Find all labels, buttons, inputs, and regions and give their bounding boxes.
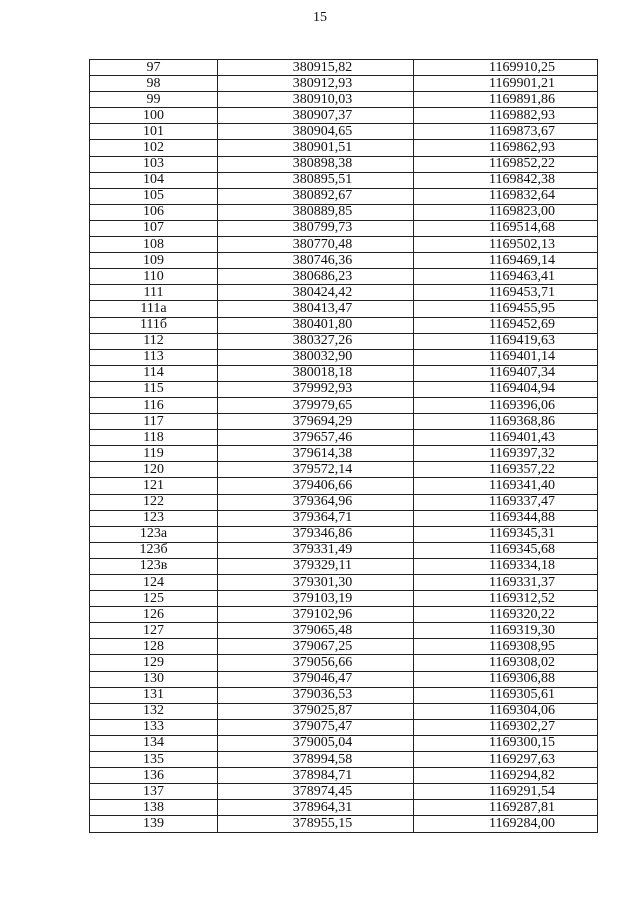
x-coordinate-cell: 380746,36 xyxy=(218,253,414,269)
y-coordinate-cell: 1169397,32 xyxy=(414,446,598,462)
table-row xyxy=(90,639,598,655)
x-coordinate-cell: 380770,48 xyxy=(218,237,414,253)
y-coordinate-cell: 1169463,41 xyxy=(414,269,598,285)
table-row xyxy=(90,687,598,703)
table-row xyxy=(90,430,598,446)
point-number-cell: 124 xyxy=(90,575,218,591)
point-number-cell: 123в xyxy=(90,558,218,574)
table-row xyxy=(90,462,598,478)
x-coordinate-cell: 380424,42 xyxy=(218,285,414,301)
table-row xyxy=(90,526,598,542)
table-row xyxy=(90,301,598,317)
x-coordinate-cell: 379036,53 xyxy=(218,687,414,703)
y-coordinate-cell: 1169331,37 xyxy=(414,575,598,591)
x-coordinate-cell: 379056,66 xyxy=(218,655,414,671)
y-coordinate-cell: 1169300,15 xyxy=(414,735,598,751)
x-coordinate-cell: 379067,25 xyxy=(218,639,414,655)
x-coordinate-cell: 380401,80 xyxy=(218,317,414,333)
y-coordinate-cell: 1169297,63 xyxy=(414,752,598,768)
y-coordinate-cell: 1169357,22 xyxy=(414,462,598,478)
x-coordinate-cell: 379301,30 xyxy=(218,575,414,591)
table-row xyxy=(90,253,598,269)
point-number-cell: 112 xyxy=(90,333,218,349)
y-coordinate-cell: 1169832,64 xyxy=(414,188,598,204)
x-coordinate-cell: 380895,51 xyxy=(218,172,414,188)
point-number-cell: 136 xyxy=(90,768,218,784)
y-coordinate-cell: 1169502,13 xyxy=(414,237,598,253)
point-number-cell: 115 xyxy=(90,381,218,397)
x-coordinate-cell: 379103,19 xyxy=(218,591,414,607)
point-number-cell: 98 xyxy=(90,76,218,92)
point-number-cell: 114 xyxy=(90,365,218,381)
point-number-cell: 133 xyxy=(90,719,218,735)
table-row xyxy=(90,237,598,253)
point-number-cell: 100 xyxy=(90,108,218,124)
table-row xyxy=(90,76,598,92)
table-row xyxy=(90,333,598,349)
y-coordinate-cell: 1169910,25 xyxy=(414,60,598,76)
x-coordinate-cell: 379329,11 xyxy=(218,558,414,574)
point-number-cell: 117 xyxy=(90,414,218,430)
x-coordinate-cell: 380327,26 xyxy=(218,333,414,349)
table-row xyxy=(90,542,598,558)
table-row xyxy=(90,575,598,591)
point-number-cell: 132 xyxy=(90,703,218,719)
x-coordinate-cell: 379346,86 xyxy=(218,526,414,542)
x-coordinate-cell: 378994,58 xyxy=(218,752,414,768)
table-row xyxy=(90,269,598,285)
y-coordinate-cell: 1169294,82 xyxy=(414,768,598,784)
y-coordinate-cell: 1169862,93 xyxy=(414,140,598,156)
x-coordinate-cell: 379102,96 xyxy=(218,607,414,623)
table-row xyxy=(90,365,598,381)
table-row xyxy=(90,607,598,623)
table-row xyxy=(90,172,598,188)
table-row xyxy=(90,800,598,816)
x-coordinate-cell: 379572,14 xyxy=(218,462,414,478)
table-row xyxy=(90,655,598,671)
point-number-cell: 122 xyxy=(90,494,218,510)
x-coordinate-cell: 379005,04 xyxy=(218,735,414,751)
point-number-cell: 123а xyxy=(90,526,218,542)
x-coordinate-cell: 379979,65 xyxy=(218,397,414,413)
x-coordinate-cell: 379046,47 xyxy=(218,671,414,687)
y-coordinate-cell: 1169453,71 xyxy=(414,285,598,301)
point-number-cell: 137 xyxy=(90,784,218,800)
y-coordinate-cell: 1169469,14 xyxy=(414,253,598,269)
y-coordinate-cell: 1169842,38 xyxy=(414,172,598,188)
point-number-cell: 123 xyxy=(90,510,218,526)
table-row xyxy=(90,220,598,236)
point-number-cell: 111а xyxy=(90,301,218,317)
y-coordinate-cell: 1169344,88 xyxy=(414,510,598,526)
table-row xyxy=(90,623,598,639)
x-coordinate-cell: 379992,93 xyxy=(218,381,414,397)
table-row xyxy=(90,156,598,172)
table-row xyxy=(90,591,598,607)
point-number-cell: 135 xyxy=(90,752,218,768)
point-number-cell: 129 xyxy=(90,655,218,671)
table-row xyxy=(90,92,598,108)
y-coordinate-cell: 1169287,81 xyxy=(414,800,598,816)
x-coordinate-cell: 380910,03 xyxy=(218,92,414,108)
table-row xyxy=(90,414,598,430)
y-coordinate-cell: 1169514,68 xyxy=(414,220,598,236)
table-row xyxy=(90,446,598,462)
y-coordinate-cell: 1169306,88 xyxy=(414,671,598,687)
table-row xyxy=(90,124,598,140)
table-row xyxy=(90,510,598,526)
y-coordinate-cell: 1169823,00 xyxy=(414,204,598,220)
x-coordinate-cell: 380889,85 xyxy=(218,204,414,220)
x-coordinate-cell: 380032,90 xyxy=(218,349,414,365)
table-row xyxy=(90,397,598,413)
table-row xyxy=(90,752,598,768)
point-number-cell: 111б xyxy=(90,317,218,333)
point-number-cell: 107 xyxy=(90,220,218,236)
x-coordinate-cell: 380018,18 xyxy=(218,365,414,381)
point-number-cell: 111 xyxy=(90,285,218,301)
x-coordinate-cell: 379657,46 xyxy=(218,430,414,446)
point-number-cell: 130 xyxy=(90,671,218,687)
table-row xyxy=(90,671,598,687)
point-number-cell: 125 xyxy=(90,591,218,607)
y-coordinate-cell: 1169882,93 xyxy=(414,108,598,124)
x-coordinate-cell: 380901,51 xyxy=(218,140,414,156)
point-number-cell: 123б xyxy=(90,542,218,558)
point-number-cell: 128 xyxy=(90,639,218,655)
y-coordinate-cell: 1169407,34 xyxy=(414,365,598,381)
y-coordinate-cell: 1169312,52 xyxy=(414,591,598,607)
x-coordinate-cell: 379075,47 xyxy=(218,719,414,735)
table-row xyxy=(90,188,598,204)
x-coordinate-cell: 380898,38 xyxy=(218,156,414,172)
y-coordinate-cell: 1169345,31 xyxy=(414,526,598,542)
point-number-cell: 116 xyxy=(90,397,218,413)
point-number-cell: 121 xyxy=(90,478,218,494)
table-row xyxy=(90,381,598,397)
x-coordinate-cell: 380799,73 xyxy=(218,220,414,236)
point-number-cell: 99 xyxy=(90,92,218,108)
table-row xyxy=(90,558,598,574)
table-row xyxy=(90,784,598,800)
point-number-cell: 109 xyxy=(90,253,218,269)
y-coordinate-cell: 1169368,86 xyxy=(414,414,598,430)
y-coordinate-cell: 1169337,47 xyxy=(414,494,598,510)
table-row xyxy=(90,285,598,301)
y-coordinate-cell: 1169401,43 xyxy=(414,430,598,446)
point-number-cell: 138 xyxy=(90,800,218,816)
point-number-cell: 97 xyxy=(90,60,218,76)
point-number-cell: 108 xyxy=(90,237,218,253)
x-coordinate-cell: 378984,71 xyxy=(218,768,414,784)
point-number-cell: 103 xyxy=(90,156,218,172)
table-row xyxy=(90,816,598,832)
point-number-cell: 131 xyxy=(90,687,218,703)
y-coordinate-cell: 1169873,67 xyxy=(414,124,598,140)
x-coordinate-cell: 380915,82 xyxy=(218,60,414,76)
point-number-cell: 104 xyxy=(90,172,218,188)
table-row xyxy=(90,60,598,76)
y-coordinate-cell: 1169334,18 xyxy=(414,558,598,574)
point-number-cell: 120 xyxy=(90,462,218,478)
point-number-cell: 134 xyxy=(90,735,218,751)
y-coordinate-cell: 1169396,06 xyxy=(414,397,598,413)
y-coordinate-cell: 1169308,02 xyxy=(414,655,598,671)
y-coordinate-cell: 1169305,61 xyxy=(414,687,598,703)
y-coordinate-cell: 1169901,21 xyxy=(414,76,598,92)
page-number: 15 xyxy=(313,10,327,25)
point-number-cell: 126 xyxy=(90,607,218,623)
x-coordinate-cell: 380907,37 xyxy=(218,108,414,124)
y-coordinate-cell: 1169304,06 xyxy=(414,703,598,719)
x-coordinate-cell: 379331,49 xyxy=(218,542,414,558)
point-number-cell: 127 xyxy=(90,623,218,639)
y-coordinate-cell: 1169891,86 xyxy=(414,92,598,108)
point-number-cell: 101 xyxy=(90,124,218,140)
x-coordinate-cell: 380892,67 xyxy=(218,188,414,204)
x-coordinate-cell: 378955,15 xyxy=(218,816,414,832)
x-coordinate-cell: 380413,47 xyxy=(218,301,414,317)
table-row xyxy=(90,140,598,156)
y-coordinate-cell: 1169452,69 xyxy=(414,317,598,333)
table-row xyxy=(90,478,598,494)
y-coordinate-cell: 1169319,30 xyxy=(414,623,598,639)
point-number-cell: 105 xyxy=(90,188,218,204)
table-row xyxy=(90,349,598,365)
x-coordinate-cell: 378964,31 xyxy=(218,800,414,816)
y-coordinate-cell: 1169308,95 xyxy=(414,639,598,655)
table-row xyxy=(90,494,598,510)
point-number-cell: 113 xyxy=(90,349,218,365)
x-coordinate-cell: 378974,45 xyxy=(218,784,414,800)
table-row xyxy=(90,703,598,719)
table-row xyxy=(90,108,598,124)
y-coordinate-cell: 1169455,95 xyxy=(414,301,598,317)
point-number-cell: 139 xyxy=(90,816,218,832)
point-number-cell: 102 xyxy=(90,140,218,156)
y-coordinate-cell: 1169404,94 xyxy=(414,381,598,397)
coordinates-table xyxy=(89,59,598,833)
point-number-cell: 118 xyxy=(90,430,218,446)
table-row xyxy=(90,317,598,333)
x-coordinate-cell: 380686,23 xyxy=(218,269,414,285)
x-coordinate-cell: 379406,66 xyxy=(218,478,414,494)
y-coordinate-cell: 1169341,40 xyxy=(414,478,598,494)
x-coordinate-cell: 379065,48 xyxy=(218,623,414,639)
x-coordinate-cell: 379614,38 xyxy=(218,446,414,462)
table-row xyxy=(90,204,598,220)
table-row xyxy=(90,719,598,735)
x-coordinate-cell: 379364,71 xyxy=(218,510,414,526)
coordinates-table-body xyxy=(90,60,598,833)
table-row xyxy=(90,735,598,751)
y-coordinate-cell: 1169320,22 xyxy=(414,607,598,623)
y-coordinate-cell: 1169852,22 xyxy=(414,156,598,172)
y-coordinate-cell: 1169291,54 xyxy=(414,784,598,800)
y-coordinate-cell: 1169419,63 xyxy=(414,333,598,349)
point-number-cell: 110 xyxy=(90,269,218,285)
y-coordinate-cell: 1169284,00 xyxy=(414,816,598,832)
point-number-cell: 106 xyxy=(90,204,218,220)
x-coordinate-cell: 379025,87 xyxy=(218,703,414,719)
y-coordinate-cell: 1169345,68 xyxy=(414,542,598,558)
x-coordinate-cell: 379694,29 xyxy=(218,414,414,430)
x-coordinate-cell: 379364,96 xyxy=(218,494,414,510)
x-coordinate-cell: 380912,93 xyxy=(218,76,414,92)
x-coordinate-cell: 380904,65 xyxy=(218,124,414,140)
y-coordinate-cell: 1169302,27 xyxy=(414,719,598,735)
table-row xyxy=(90,768,598,784)
point-number-cell: 119 xyxy=(90,446,218,462)
y-coordinate-cell: 1169401,14 xyxy=(414,349,598,365)
